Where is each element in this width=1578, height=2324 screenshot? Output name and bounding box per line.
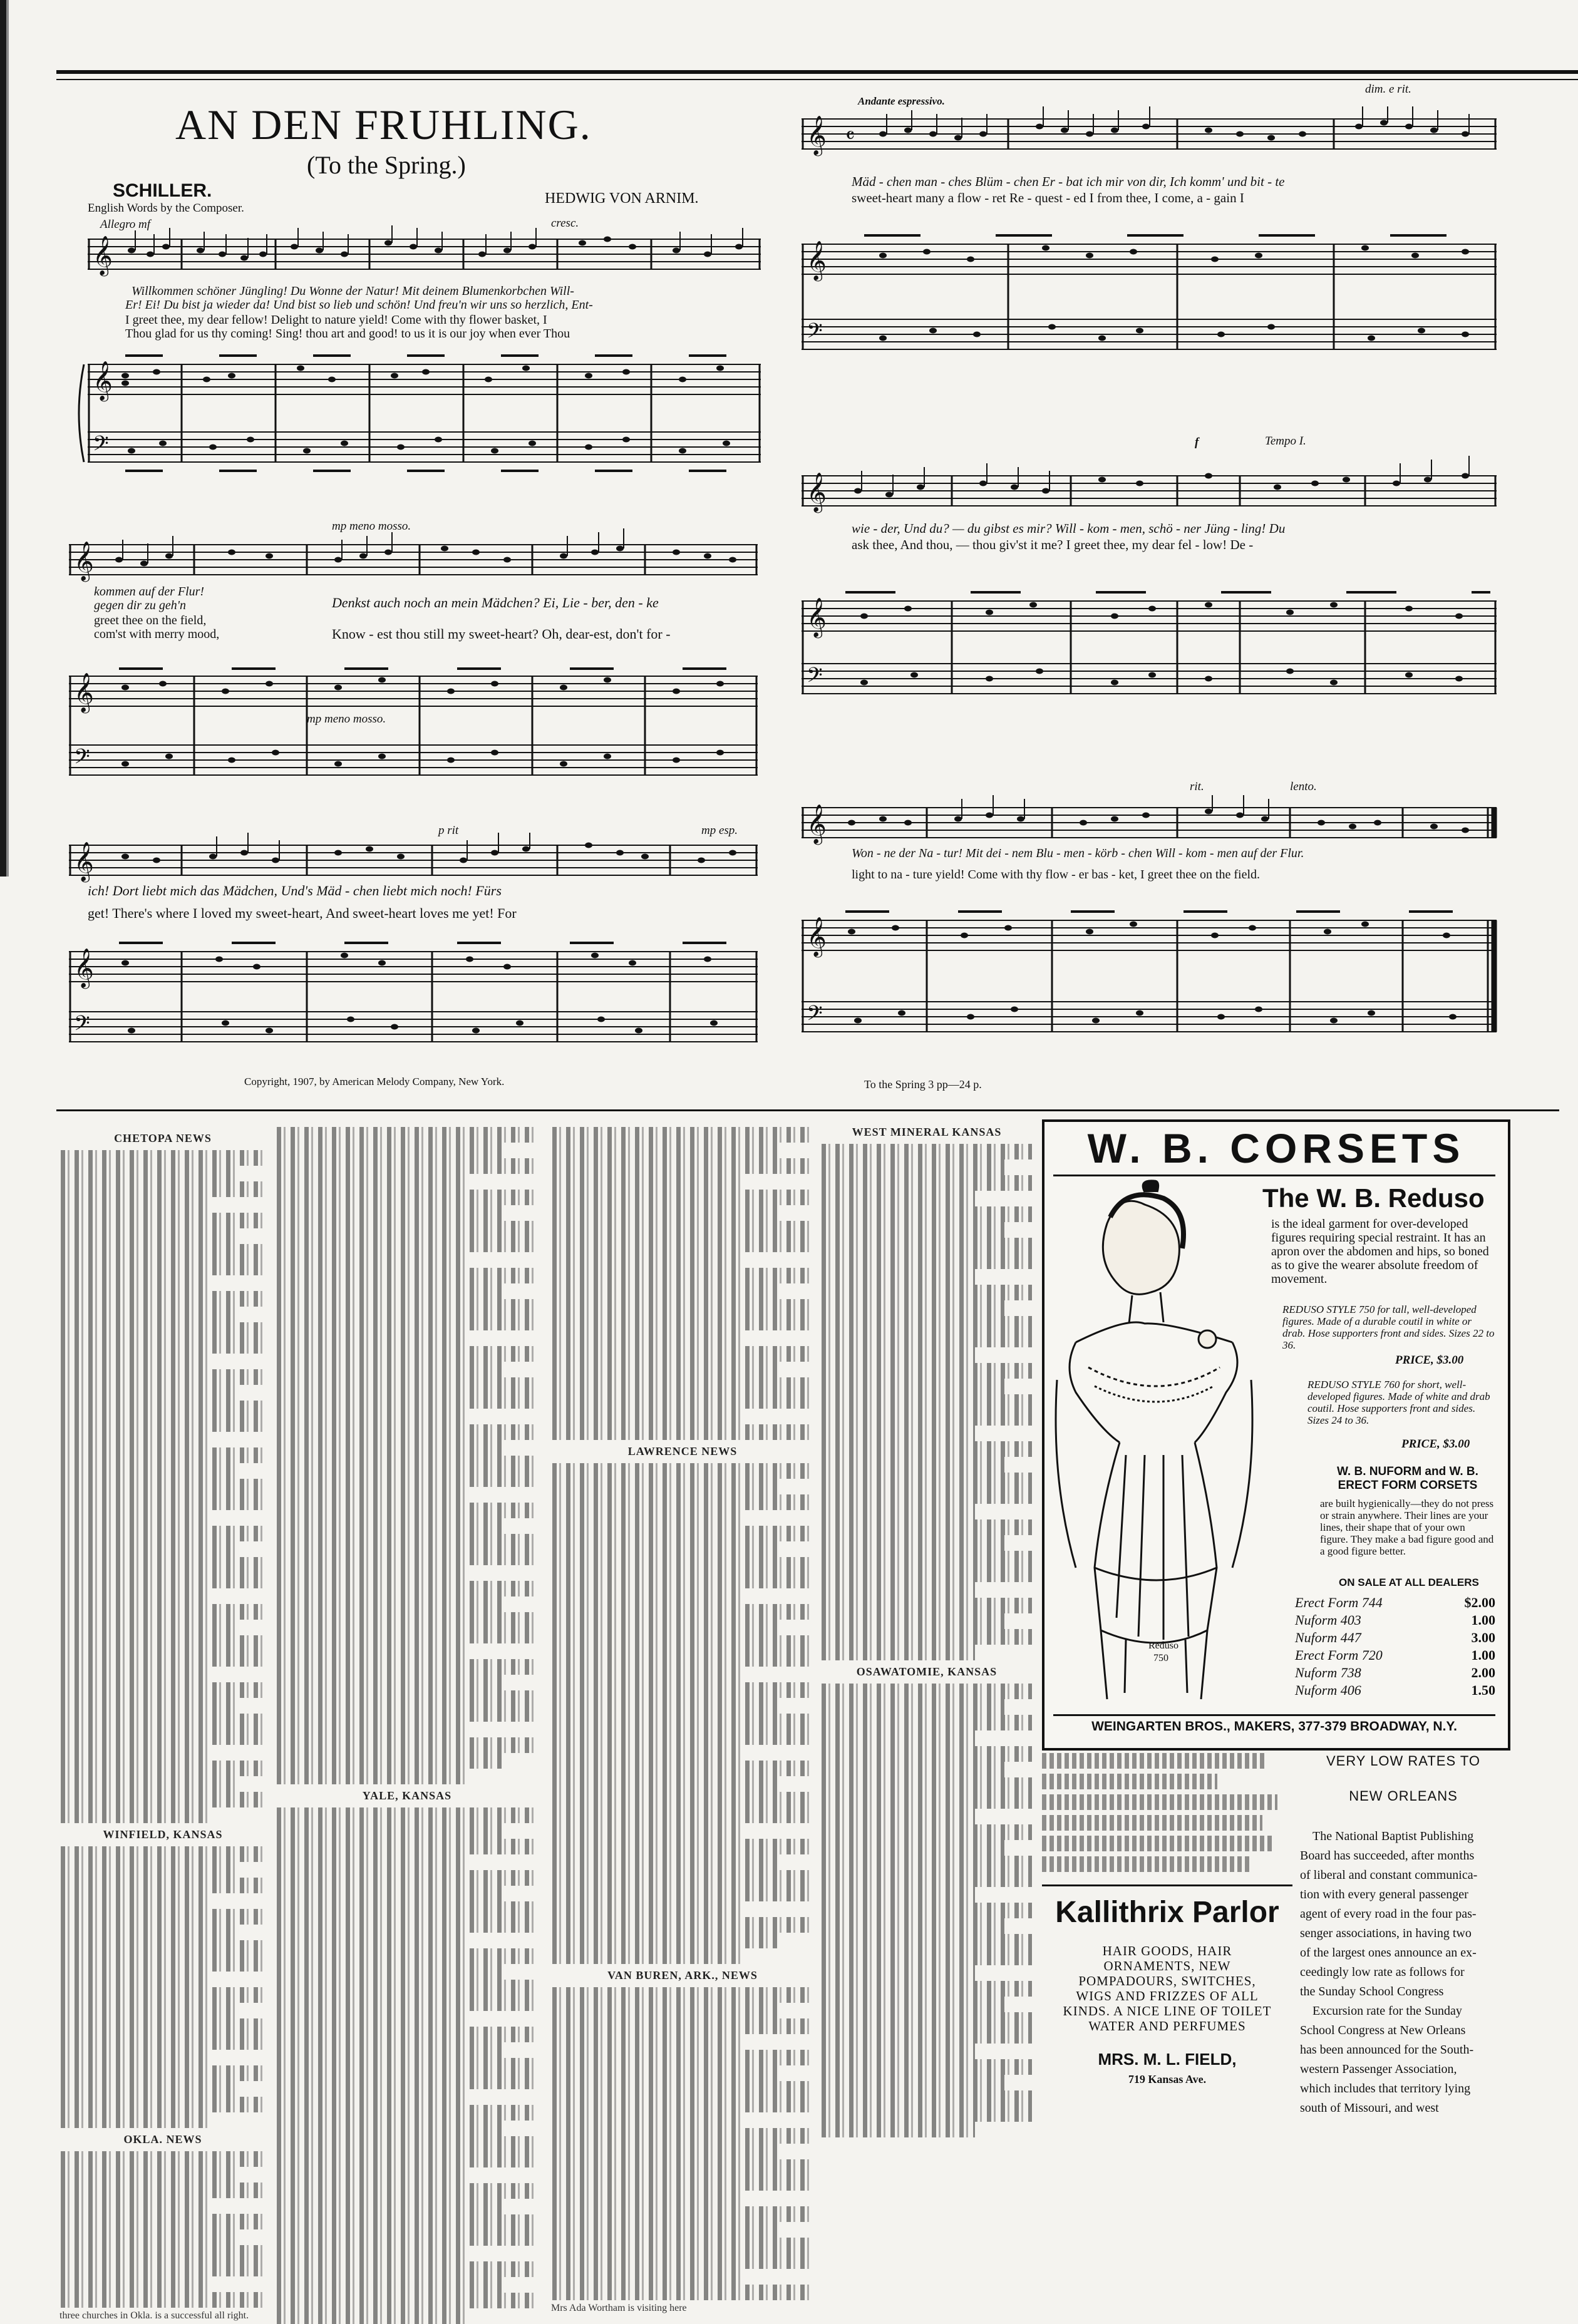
lyric-r3-de: Won - ne der Na - tur! Mit dei - nem Blu - men - körb - chen Will - kom - men auf der Flur.: [852, 846, 1304, 860]
rates-line: of the largest ones announce an ex-: [1300, 1946, 1477, 1960]
rates-line: south of Missouri, and west: [1300, 2101, 1439, 2115]
mark-lento: lento.: [1290, 780, 1317, 793]
rates-line: tion with every general passenger: [1300, 1888, 1468, 1901]
lyric-s2-en1a: greet thee on the field,: [94, 614, 207, 627]
svg-text:𝄞: 𝄞: [807, 804, 827, 843]
svg-text:𝄞: 𝄞: [807, 597, 827, 637]
lyric-r1-de: Mäd - chen man - ches Blüm - chen Er - bat ich mir von dir, Ich komm' und bit - te: [852, 174, 1285, 189]
rates-line: agent of every road in the four pas-: [1300, 1907, 1477, 1921]
music-staff-left-3: [69, 833, 764, 1058]
news-column-2: [276, 1127, 539, 2166]
lyric-r2-de: wie - der, Und du? — du gibst es mir? Will - kom - men, schö - ner Jüng - ling! Du: [852, 521, 1286, 536]
corset-price-list: [1295, 1594, 1495, 1699]
svg-text:𝄞: 𝄞: [807, 472, 827, 512]
corset-fig-label: Reduso: [1148, 1640, 1178, 1651]
parlor-name: Kallithrix Parlor: [1055, 1896, 1279, 1929]
rates-line: Board has succeeded, after months: [1300, 1849, 1475, 1863]
rates-line: has been announced for the South-: [1300, 2043, 1474, 2057]
price-name: Erect Form 720: [1295, 1647, 1383, 1663]
top-border-thin: [56, 79, 1578, 80]
svg-text:𝄞: 𝄞: [807, 917, 827, 956]
price-value: 2.00: [1471, 1665, 1495, 1680]
rates-line: senger associations, in having two: [1300, 1926, 1472, 1940]
corset-ad: [1042, 1119, 1510, 1751]
corset-desc: is the ideal garment for over-developed figures requiring special restraint. It has an apron over the abdomen and hips, so boned as to give the wearer absolute freedom of movement.: [1271, 1217, 1489, 1286]
lyric-s1-de2: Er! Ei! Du bist ja wieder da! Und bist so lieb und schön! Und freu'n wir uns so herzlich, Ent-: [125, 298, 593, 312]
news-column-1: [59, 1127, 266, 2321]
parlor-body: HAIR GOODS, HAIR ORNAMENTS, NEW POMPADOURS, SWITCHES, WIGS AND FRIZZES OF ALL KINDS. A NICE LINE OF TOILET WATER AND PERFUMES: [1063, 1943, 1272, 2034]
price-row: [1295, 1682, 1495, 1699]
price-row: [1295, 1664, 1495, 1682]
svg-text:𝄞: 𝄞: [74, 841, 94, 881]
lyric-s2-de1b: gegen dir zu geh'n: [94, 599, 187, 612]
parlor-address: 719 Kansas Ave.: [1128, 2073, 1207, 2085]
corset-model: The W. B. Reduso: [1262, 1183, 1485, 1213]
lyric-r1-en: sweet-heart many a flow - ret Re - quest - ed I from thee, I come, a - gain I: [852, 190, 1244, 205]
rates-line: Excursion rate for the Sunday: [1312, 2004, 1462, 2018]
top-border: [56, 70, 1578, 74]
rates-line: the Sunday School Congress: [1300, 1985, 1444, 1998]
svg-text:𝄢: 𝄢: [93, 432, 109, 461]
lyric-r2-en: ask thee, And thou, — thou giv'st it me? I greet thee, my dear fel - low! De -: [852, 537, 1254, 552]
corset-style760-price: PRICE, $3.00: [1401, 1437, 1470, 1451]
news-last-line: Mrs Ada Wortham is visiting here: [551, 2303, 687, 2313]
svg-text:𝄞: 𝄞: [74, 541, 94, 580]
svg-text:𝄞: 𝄞: [74, 948, 94, 987]
price-name: Erect Form 744: [1295, 1595, 1383, 1610]
news-heading: WEST MINERAL KANSAS: [852, 1126, 1002, 1138]
price-row: [1295, 1629, 1495, 1647]
corset-nuform-head: W. B. NUFORM and W. B. ERECT FORM CORSETS: [1337, 1465, 1478, 1492]
news-column-3: [551, 1127, 814, 2313]
corset-style750-price: PRICE, $3.00: [1395, 1354, 1464, 1367]
rates-line: ceedingly low rate as follows for: [1300, 1965, 1465, 1979]
sheet-subtitle: (To the Spring.): [307, 151, 466, 179]
price-name: Nuform 447: [1295, 1630, 1361, 1645]
poet-name: SCHILLER.: [113, 180, 212, 201]
mark-p-rit: p rit: [438, 824, 459, 837]
composer-name: HEDWIG VON ARNIM.: [545, 190, 699, 207]
price-row: [1295, 1612, 1495, 1629]
lyric-s2-de2: Denkst auch noch an mein Mädchen? Ei, Lie - ber, den - ke: [332, 595, 659, 610]
mark-f: f: [1195, 436, 1199, 449]
mark-rit: rit.: [1190, 780, 1204, 793]
sheet-divider: [56, 1109, 1559, 1111]
svg-text:𝄢: 𝄢: [807, 1002, 823, 1031]
rates-line: School Congress at New Orleans: [1300, 2023, 1466, 2037]
lyric-s1-en1: I greet thee, my dear fellow! Delight to nature yield! Come with thy flower basket, I: [125, 313, 547, 327]
svg-text:𝄢: 𝄢: [74, 745, 90, 774]
corset-style760: REDUSO STYLE 760 for short, well-developed figures. Made of white and drab coutil. Hose supporters front and sides. Sizes 24 to 36.: [1307, 1379, 1490, 1426]
news-heading: YALE, KANSAS: [362, 1789, 452, 1802]
price-name: Nuform 738: [1295, 1665, 1361, 1680]
price-value: 3.00: [1471, 1630, 1495, 1645]
tempo-allegro: Allegro mf: [100, 218, 151, 231]
svg-text:𝄴: 𝄴: [845, 123, 855, 148]
lyric-s1-en2: Thou glad for us thy coming! Sing! thou art and good! to us it is our joy when ever Thou: [125, 327, 570, 341]
svg-text:𝄞: 𝄞: [807, 240, 827, 280]
svg-text:𝄞: 𝄞: [93, 235, 113, 275]
mark-mp-meno: mp meno mosso.: [332, 520, 411, 533]
svg-text:𝄢: 𝄢: [807, 319, 823, 348]
translation-credit: English Words by the Composer.: [88, 202, 244, 215]
corset-style750: REDUSO STYLE 750 for tall, well-developed figures. Made of a durable coutil in white or drab. Hose supporters front and sides. Sizes 22 to 36.: [1282, 1303, 1495, 1351]
rates-head1: VERY LOW RATES TO: [1326, 1753, 1481, 1769]
price-value: 1.00: [1471, 1612, 1495, 1628]
sheet-title: AN DEN FRUHLING.: [175, 101, 592, 148]
corset-brand: W. B. CORSETS: [1087, 1125, 1465, 1171]
corset-maker: WEINGARTEN BROS., MAKERS, 377-379 BROADWAY, N.Y.: [1091, 1719, 1457, 1734]
parlor-ad: [1042, 1753, 1292, 2154]
mark-mp-meno-2: mp meno mosso.: [307, 712, 386, 726]
news-column-4: [820, 1121, 1033, 2166]
rates-head2: NEW ORLEANS: [1349, 1788, 1458, 1804]
rates-line: which includes that territory lying: [1300, 2082, 1471, 2095]
news-heading: WINFIELD, KANSAS: [103, 1828, 223, 1841]
corset-figure-icon: [1051, 1180, 1257, 1699]
news-heading: OKLA. NEWS: [123, 2133, 202, 2146]
svg-text:𝄞: 𝄞: [93, 361, 113, 400]
price-value: $2.00: [1464, 1595, 1495, 1610]
corset-on-sale: ON SALE AT ALL DEALERS: [1339, 1576, 1479, 1588]
music-staff-right-2: [802, 451, 1503, 726]
rates-line: The National Baptist Publishing: [1312, 1829, 1474, 1843]
corset-fig-number: 750: [1153, 1653, 1168, 1663]
news-heading: VAN BUREN, ARK., NEWS: [607, 1969, 758, 1982]
music-staff-left-2: [69, 520, 764, 820]
rates-body: [1300, 1827, 1507, 2118]
rates-line: of liberal and constant communica-: [1300, 1868, 1478, 1882]
lyric-s3-en: get! There's where I loved my sweet-heart, And sweet-heart loves me yet! For: [88, 905, 517, 921]
tempo-andante: Andante espressivo.: [858, 95, 945, 107]
price-name: Nuform 406: [1295, 1682, 1361, 1698]
svg-text:𝄞: 𝄞: [807, 115, 827, 155]
footer-right: To the Spring 3 pp—24 p.: [864, 1078, 982, 1091]
svg-text:𝄞: 𝄞: [74, 672, 94, 712]
torn-edge: [0, 0, 18, 877]
price-value: 1.00: [1471, 1647, 1495, 1663]
svg-text:𝄢: 𝄢: [807, 664, 823, 692]
price-value: 1.50: [1471, 1682, 1495, 1698]
news-heading: CHETOPA NEWS: [114, 1132, 212, 1144]
lyric-s1-de1: Willkommen schöner Jüngling! Du Wonne der Natur! Mit deinem Blumenkorbchen Will-: [132, 284, 574, 298]
lyric-r3-en: light to na - ture yield! Come with thy flow - er bas - ket, I greet thee on the field.: [852, 868, 1261, 882]
music-staff-right-1: [802, 106, 1503, 388]
price-row: [1295, 1647, 1495, 1664]
lyric-s2-en2: Know - est thou still my sweet-heart? Oh, dear-est, don't for -: [332, 626, 671, 642]
rates-ad: [1300, 1753, 1507, 2160]
rates-line: western Passenger Association,: [1300, 2062, 1457, 2076]
lyric-s2-en1b: com'st with merry mood,: [94, 627, 220, 641]
music-staff-right-3: [802, 795, 1503, 1058]
lyric-s2-de1a: kommen auf der Flur!: [94, 585, 205, 599]
mark-mp-esp: mp esp.: [701, 824, 738, 837]
lyric-s3-de: ich! Dort liebt mich das Mädchen, Und's Mäd - chen liebt mich noch! Fürs: [88, 883, 502, 898]
news-last-line: three churches in Okla. is a successful all right.: [59, 2310, 249, 2321]
copyright-line: Copyright, 1907, by American Melody Company, New York.: [244, 1076, 505, 1087]
news-heading: LAWRENCE NEWS: [627, 1445, 738, 1458]
corset-nuform-desc: are built hygienically—they do not press or strain anywhere. Their lines are your lines, their shape that of your own figure. They make a bad figure good and a good figure better.: [1320, 1498, 1494, 1557]
news-heading: OSAWATOMIE, KANSAS: [856, 1665, 998, 1678]
price-name: Nuform 403: [1295, 1612, 1361, 1628]
parlor-owner: MRS. M. L. FIELD,: [1098, 2050, 1237, 2069]
mark-dim-rit: dim. e rit.: [1365, 83, 1411, 96]
tempo-primo: Tempo I.: [1265, 434, 1306, 448]
price-row: [1295, 1594, 1495, 1612]
music-staff-left-1: [88, 225, 764, 513]
svg-text:𝄢: 𝄢: [74, 1012, 90, 1041]
mark-cresc: cresc.: [551, 217, 579, 230]
